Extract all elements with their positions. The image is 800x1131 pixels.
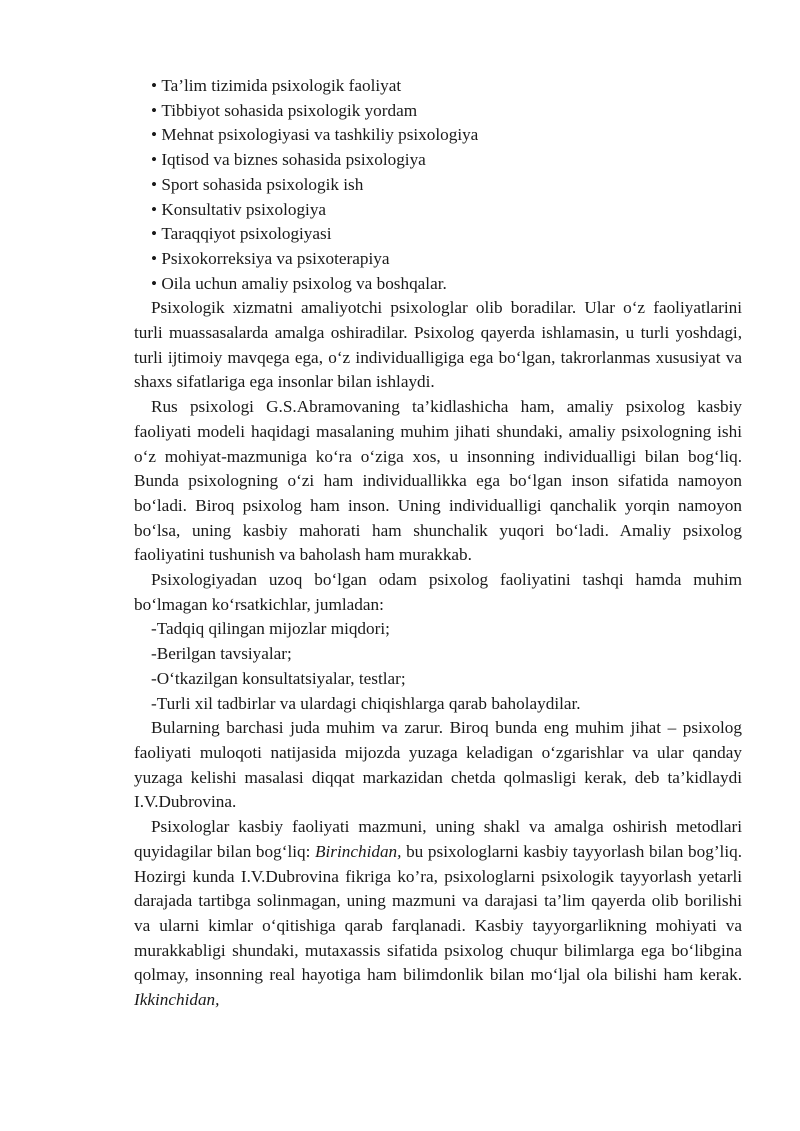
paragraph-abramova: Rus psixologi G.S.Abramovaning ta’kidlashicha ham, amaliy psixolog kasbiy faoliyati modeli haqidagi masalaning muhim jihati shundaki, amaliy psixologning ishi o‘z mohiyat-mazmuniga ko‘ra o‘ziga xos, u insonning individualligi bilan bog‘liq. Bunda psixologning o‘zi ham individuallikka ega bo‘lgan inson sifatida namoyon bo‘ladi. Biroq psixolog ham inson. Uning individualligi qanchalik yorqin namoyon bo‘lsa, uning kasbiy mahorati ham shunchalik yuqori bo‘ladi. Amaliy psixolog faoliyatini tushunish va baholash ham murakkab. (134, 397, 742, 565)
dash-item: -Berilgan tavsiyalar; (151, 644, 292, 664)
bullet-item: • Tibbiyot sohasida psixologik yordam (134, 99, 742, 124)
bullet-item: • Iqtisod va biznes sohasida psixologiya (134, 148, 742, 173)
bullet-item: • Psixokorreksiya va psixoterapiya (134, 247, 742, 272)
paragraph-indicators-intro: Psixologiyadan uzoq bo‘lgan odam psixolog faoliyatini tashqi hamda muhim bo‘lmagan ko‘rsatkichlar, jumladan: (134, 570, 742, 614)
dash-item: -Tadqiq qilingan mijozlar miqdori; (151, 619, 390, 639)
dash-item: -O‘tkazilgan konsultatsiyalar, testlar; (151, 668, 406, 688)
bullet-list (134, 74, 742, 296)
paragraph-psychological-service: Psixologik xizmatni amaliyotchi psixologlar olib boradilar. Ular o‘z faoliyatlarini turli muassasalarda amalga oshiradilar. Psixolog qayerda ishlamasin, u turli yoshdagi, turli ijtimoiy mavqega ega, o‘z individualligiga ega bo‘lgan, takrorlanmas xususiyat va shaxs sifatlariga ega insonlar bilan ishlaydi. (134, 298, 742, 392)
italic-firstly: Birinchidan, (315, 841, 402, 861)
bullet-item: • Ta’lim tizimida psixologik faoliyat (134, 74, 742, 99)
bullet-item: • Konsultativ psixologiya (134, 198, 742, 223)
bullet-item: • Taraqqiyot psixologiyasi (134, 222, 742, 247)
paragraph-professional-content (134, 815, 742, 1013)
paragraph-dubrovina: Bularning barchasi juda muhim va zarur. Biroq bunda eng muhim jihat – psixolog faoliyati muloqoti natijasida mijozda yuzaga keladigan o‘zgarishlar va ular qanday yuzaga kelishi masalasi diqqat markazidan chetda qolmasligi kerak, deb ta’kidlaydi I.V.Dubrovina. (134, 718, 742, 812)
bullet-item: • Sport sohasida psixologik ish (134, 173, 742, 198)
paragraph-text: Psixologlar kasbiy faoliyati mazmuni, uning shakl va amalga oshirish metodlari quyidagilar bilan bog‘liq: (134, 817, 742, 861)
italic-secondly: Ikkinchidan, (134, 990, 220, 1010)
bullet-item: • Oila uchun amaliy psixolog va boshqalar. (134, 272, 742, 297)
dash-item: -Turli xil tadbirlar va ulardagi chiqishlarga qarab baholaydilar. (151, 693, 581, 713)
paragraph-text: bu psixologlarni kasbiy tayyorlash bilan bog’liq. Hozirgi kunda I.V.Dubrovina fikriga ko’ra, psixologlarni psixologik tayyorlash yetarli darajada tartibga solinmagan, uning mazmuni va darajasi ta’lim qayerda olib borilishi va ularni kimlar o‘qitishiga qarab farqlanadi. Kasbiy tayyorgarlikning mohiyati va murakkabligi shundaki, mutaxassis sifatida psixolog chuqur bilimlarga ega bo‘libgina qolmay, insonning real hayotiga ham bilimdonlik bilan mo‘ljal ola bilishi ham kerak. (134, 841, 742, 985)
bullet-item: • Mehnat psixologiyasi va tashkiliy psixologiya (134, 123, 742, 148)
document-page (134, 74, 742, 1013)
